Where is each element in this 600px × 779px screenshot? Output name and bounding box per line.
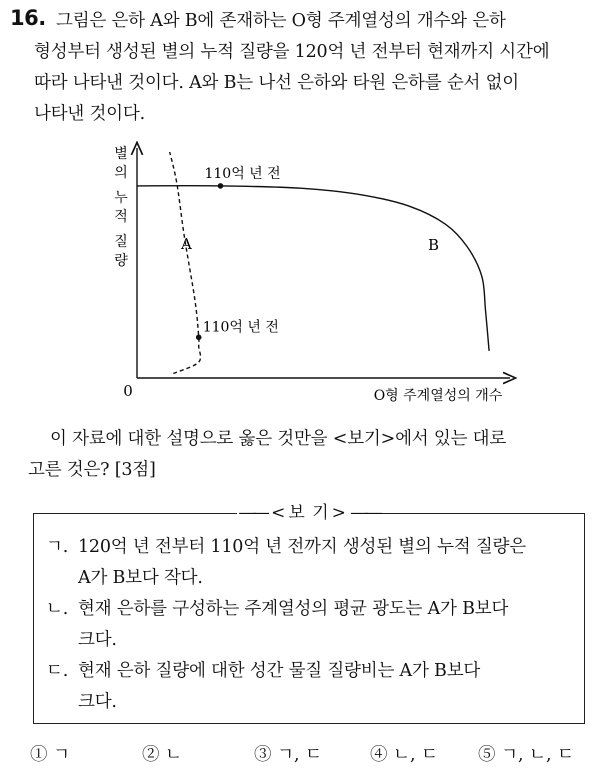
y-label-char-5: 질 — [114, 234, 128, 250]
question-number: 16. — [10, 6, 46, 30]
y-label-char-1: 별 — [114, 146, 128, 162]
y-label-char-4: 적 — [114, 209, 128, 225]
choice-1[interactable]: ① ㄱ — [30, 745, 70, 765]
choice-5[interactable]: ⑤ ㄱ, ㄴ, ㄷ — [478, 745, 575, 765]
series-b-label: B — [428, 236, 440, 254]
question-16 — [6, 6, 594, 130]
bogi-item-mark: ㄴ. — [46, 599, 69, 619]
stem-line-4: 나타낸 것이다. — [34, 104, 145, 124]
y-label-char-3: 누 — [114, 190, 128, 206]
bogi-title: < 보 기 > — [271, 503, 347, 523]
bogi-item-line: 120억 년 전부터 110억 년 전까지 생성된 별의 누적 질량은 — [78, 537, 526, 557]
bogi-item-line: 크다. — [78, 630, 117, 650]
bogi-item-mark: ㄱ. — [46, 537, 69, 557]
origin-label: 0 — [123, 382, 133, 400]
series-a-annotation-point — [196, 335, 202, 341]
stem-line-3: 따라 나타낸 것이다. A와 B는 나선 은하와 타원 은하를 순서 없이 — [34, 73, 520, 93]
bogi-title-text: 보 기 — [288, 503, 330, 523]
stem-line-2: 형성부터 생성된 별의 누적 질량을 120억 년 전부터 현재까지 시간에 — [34, 42, 550, 62]
bogi-item-line: 크다. — [78, 692, 117, 712]
series-a-annotation: 110억 년 전 — [202, 319, 279, 336]
bogi-item-line: 현재 은하를 구성하는 주계열성의 평균 광도는 A가 B보다 — [78, 599, 509, 619]
choice-2[interactable]: ② ㄴ — [142, 745, 182, 765]
choice-4[interactable]: ④ ㄴ, ㄷ — [370, 745, 438, 765]
choice-3[interactable]: ③ ㄱ, ㄷ — [254, 745, 322, 765]
prompt-line-2: 고른 것은? [3점] — [28, 460, 156, 480]
bogi-item-3 — [46, 656, 580, 718]
y-label-char-2: 의 — [114, 165, 128, 181]
answer-choices — [30, 740, 590, 770]
bogi-item-1 — [46, 532, 580, 594]
bogi-box — [33, 503, 585, 724]
series-b-annotation: 110억 년 전 — [204, 165, 281, 182]
stem-line-1: 그림은 은하 A와 B에 존재하는 O형 주계열성의 개수와 은하 — [56, 11, 506, 31]
bogi-title-bar — [34, 502, 584, 524]
bogi-item-mark: ㄷ. — [46, 661, 69, 681]
series-b-annotation-point — [218, 183, 224, 189]
bogi-title-dash-right: ―― — [350, 503, 379, 523]
series-b-line — [137, 186, 489, 351]
bogi-item-line: A가 B보다 작다. — [78, 568, 203, 588]
x-axis-label: O형 주계열성의 개수 — [373, 388, 503, 404]
bogi-item-line: 현재 은하 질량에 대한 성간 물질 질량비는 A가 B보다 — [78, 661, 481, 681]
series-a-label: A — [181, 235, 192, 253]
bogi-item-2 — [46, 594, 580, 656]
question-prompt — [28, 424, 588, 486]
galaxy-chart — [0, 138, 600, 408]
bogi-items — [46, 532, 580, 718]
y-axis-label — [114, 145, 128, 269]
prompt-line-1: 이 자료에 대한 설명으로 옳은 것만을 <보기>에서 있는 대로 — [50, 429, 507, 449]
bogi-title-dash-left: ―― — [239, 503, 268, 523]
y-label-char-6: 량 — [114, 253, 128, 269]
question-stem — [6, 6, 594, 130]
